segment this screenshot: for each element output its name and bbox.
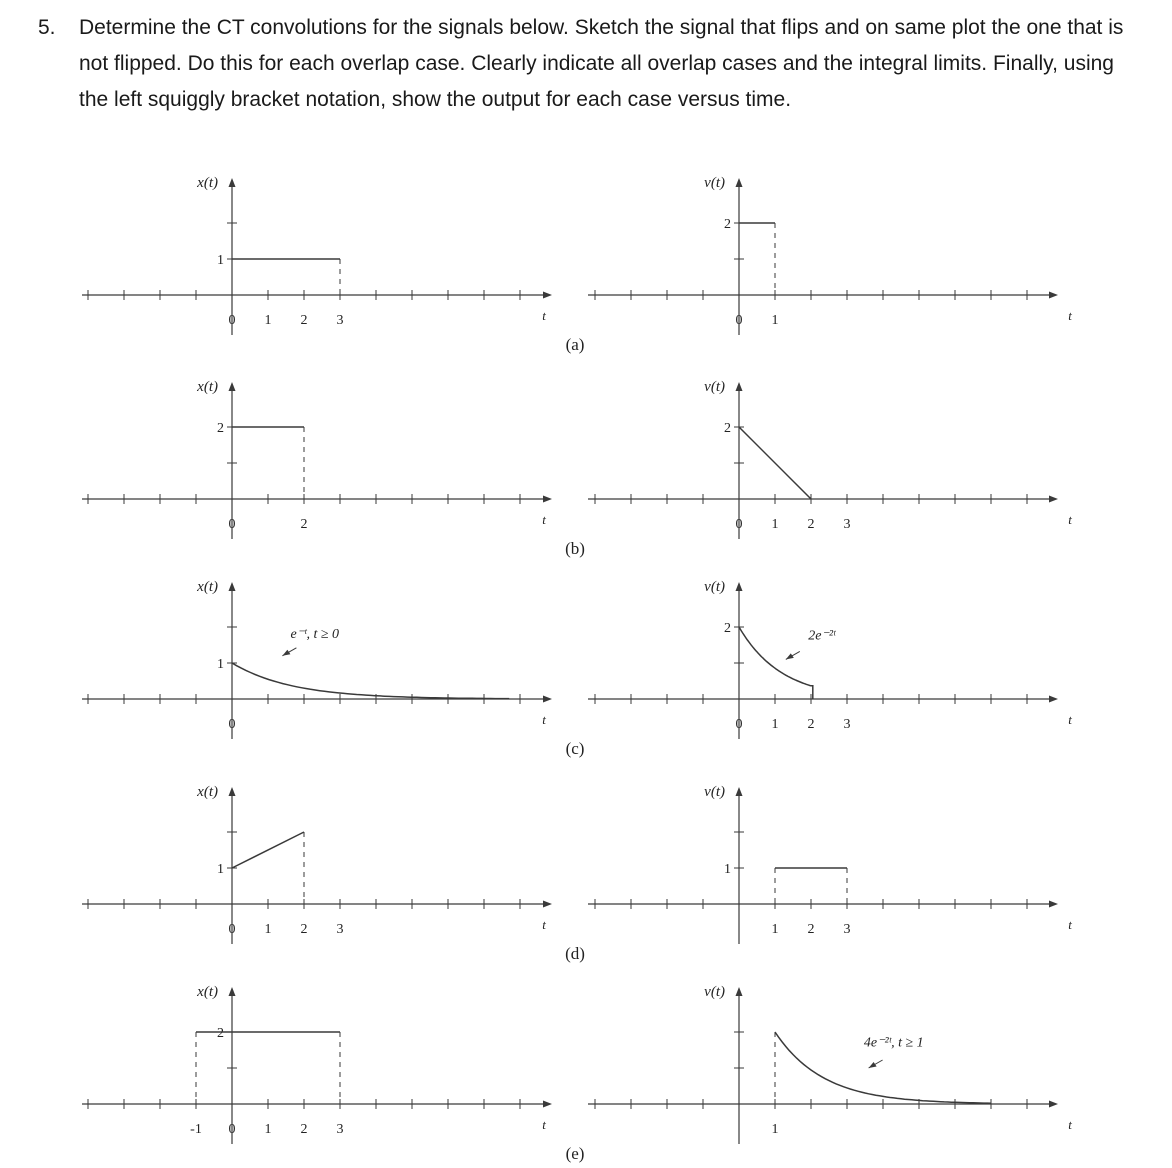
tick-label: 0 — [735, 717, 743, 732]
axis-variable-label: t — [542, 308, 546, 323]
signal-name: v(t) — [704, 579, 725, 595]
tick-label: 3 — [843, 922, 851, 937]
signal-name: v(t) — [704, 175, 725, 191]
signal-name: v(t) — [704, 984, 725, 1000]
axis-variable-label: t — [1068, 712, 1072, 727]
signal-name: x(t) — [197, 579, 218, 595]
amplitude-label: 2 — [724, 621, 731, 636]
amplitude-label: 1 — [217, 862, 224, 877]
signal-name: x(t) — [197, 175, 218, 191]
figure-b — [82, 379, 1072, 558]
amplitude-label: 2 — [217, 1026, 224, 1041]
tick-label: 0 — [735, 517, 743, 532]
curve-annotation: 4e⁻²ᵗ, t ≥ 1 — [863, 1035, 924, 1051]
axis-variable-label: t — [542, 1117, 546, 1132]
curve-annotation: e⁻ᵗ, t ≥ 0 — [290, 626, 340, 642]
figure-label: (e) — [565, 1144, 585, 1163]
figure-label: (c) — [565, 739, 585, 758]
amplitude-label: 1 — [217, 657, 224, 672]
figure-label: (b) — [565, 539, 585, 558]
tick-label: 3 — [336, 922, 344, 937]
figure-e — [82, 984, 1072, 1163]
signal-curve — [739, 427, 811, 499]
tick-label: 1 — [771, 717, 779, 732]
x-signal-plot — [82, 579, 552, 739]
amplitude-label: 2 — [217, 421, 224, 436]
signal-name: x(t) — [197, 784, 218, 800]
tick-label: 3 — [843, 517, 851, 532]
tick-label: 1 — [771, 517, 779, 532]
problem-text: Determine the CT convolutions for the signals below. Sketch the signal that flips and on same plot the one that is not flipped. Do this for each overlap case. Clearly indicate all overlap cases and the integral limits. Finally, using the left squiggly bracket notation, show the output for each case versus time. — [79, 16, 1124, 111]
tick-label: 2 — [300, 1122, 308, 1137]
v-signal-plot — [588, 175, 1072, 335]
tick-label: 3 — [336, 313, 344, 328]
tick-label: 1 — [264, 922, 272, 937]
v-signal-plot — [588, 784, 1072, 944]
v-signal-plot — [588, 984, 1072, 1144]
tick-label: 2 — [300, 922, 308, 937]
tick-label: 0 — [228, 717, 236, 732]
tick-label: 2 — [807, 717, 815, 732]
tick-label: 0 — [228, 922, 236, 937]
problem-number: 5. — [38, 16, 56, 39]
axis-variable-label: t — [1068, 308, 1072, 323]
tick-label: 0 — [228, 1122, 236, 1137]
tick-label: 2 — [300, 313, 308, 328]
signal-curve — [232, 663, 509, 699]
tick-label: 0 — [735, 313, 743, 328]
tick-label: 2 — [807, 517, 815, 532]
axis-variable-label: t — [1068, 1117, 1072, 1132]
figure-c — [82, 579, 1072, 758]
tick-label: 0 — [228, 517, 236, 532]
axis-variable-label: t — [542, 512, 546, 527]
axis-variable-label: t — [1068, 917, 1072, 932]
signal-curve — [739, 627, 813, 699]
x-signal-plot — [82, 175, 552, 335]
tick-label: 1 — [264, 1122, 272, 1137]
signal-name: x(t) — [197, 379, 218, 395]
signal-name: x(t) — [197, 984, 218, 1000]
figure-label: (a) — [565, 335, 585, 354]
tick-label: 1 — [771, 313, 779, 328]
amplitude-label: 2 — [724, 421, 731, 436]
axis-variable-label: t — [1068, 512, 1072, 527]
x-signal-plot — [82, 379, 552, 539]
axis-variable-label: t — [542, 917, 546, 932]
tick-label: 1 — [264, 313, 272, 328]
tick-label: 1 — [771, 922, 779, 937]
tick-label: -1 — [190, 1122, 202, 1137]
amplitude-label: 1 — [724, 862, 731, 877]
tick-label: 3 — [843, 717, 851, 732]
amplitude-label: 1 — [217, 253, 224, 268]
curve-annotation: 2e⁻²ᵗ — [808, 628, 836, 644]
tick-label: 3 — [336, 1122, 344, 1137]
v-signal-plot — [588, 579, 1072, 739]
amplitude-label: 2 — [724, 217, 731, 232]
x-signal-plot — [82, 984, 552, 1144]
tick-label: 2 — [300, 517, 308, 532]
tick-label: 1 — [771, 1122, 779, 1137]
signal-curve — [232, 832, 304, 868]
axis-variable-label: t — [542, 712, 546, 727]
x-signal-plot — [82, 784, 552, 944]
signal-name: v(t) — [704, 784, 725, 800]
tick-label: 2 — [807, 922, 815, 937]
v-signal-plot — [588, 379, 1072, 539]
figure-a — [82, 175, 1072, 354]
signal-name: v(t) — [704, 379, 725, 395]
figure-d — [82, 784, 1072, 963]
tick-label: 0 — [228, 313, 236, 328]
figure-label: (d) — [565, 944, 585, 963]
